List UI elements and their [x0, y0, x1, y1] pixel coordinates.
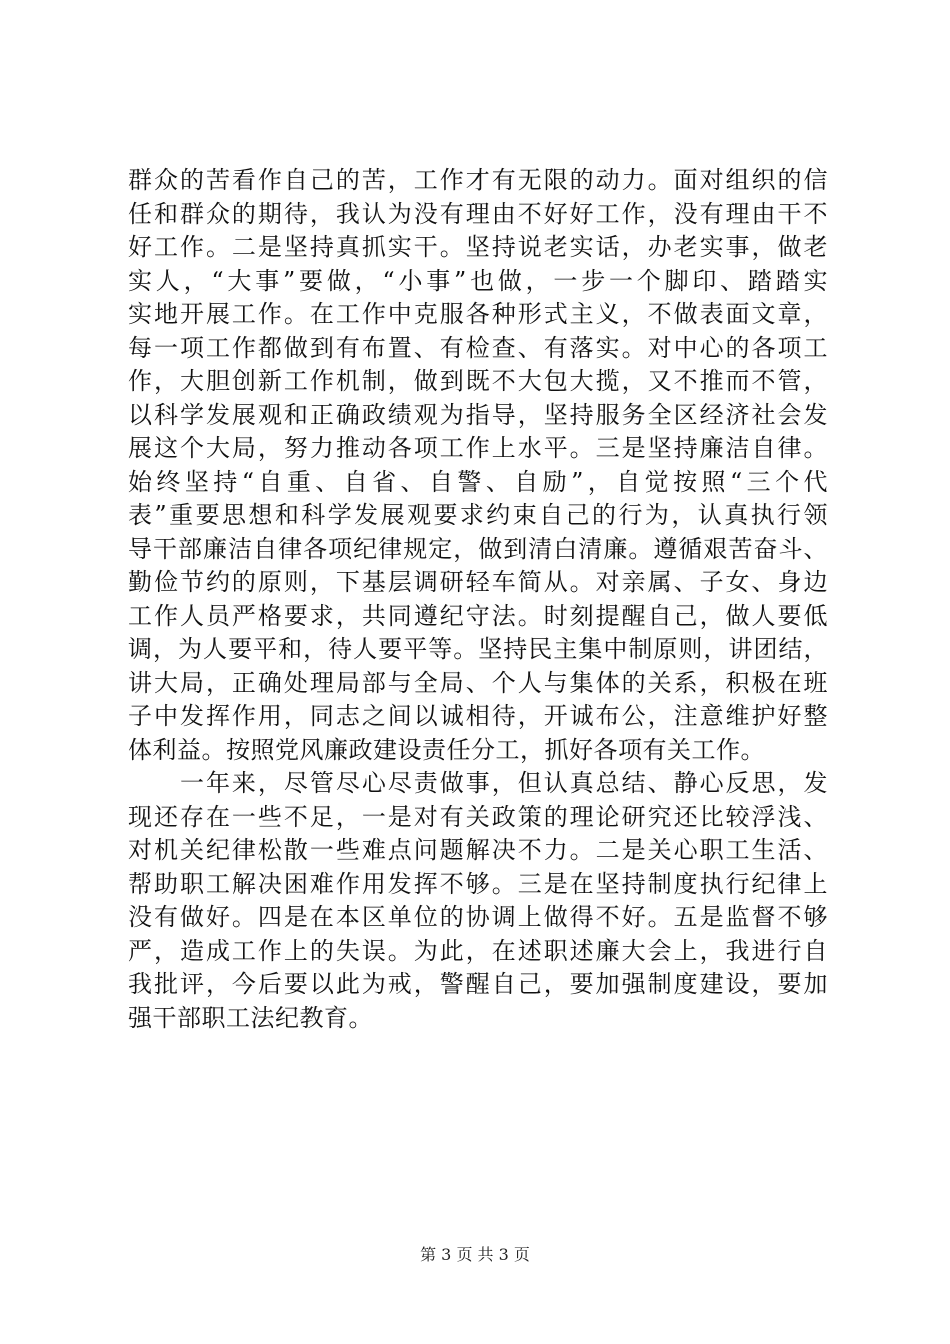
- text-line: 群众的苦看作自己的苦，工作才有无限的动力。面对组织的信: [128, 166, 828, 194]
- text-line: 讲大局，正确处理局部与全局、个人与集体的关系，积极在班: [128, 668, 828, 697]
- text-line: 展这个大局，努力推动各项工作上水平。三是坚持廉洁自律。: [128, 434, 828, 462]
- text-line: 体利益。按照党风廉政建设责任分工，抓好各项有关工作。: [128, 735, 765, 764]
- body-text: [128, 164, 828, 1035]
- text-line: 作，大胆创新工作机制，做到既不大包大揽，又不推而不管，: [128, 367, 828, 395]
- text-line: 对机关纪律松散一些难点问题解决不力。二是关心职工生活、: [128, 836, 828, 864]
- text-line: 每一项工作都做到有布置、有检查、有落实。对中心的各项工: [128, 333, 828, 362]
- text-line: 强干部职工法纪教育。: [128, 1003, 373, 1032]
- text-line: 以科学发展观和正确政绩观为指导，坚持服务全区经济社会发: [128, 400, 828, 429]
- text-line: 导干部廉洁自律各项纪律规定，做到清白清廉。遵循艰苦奋斗、: [128, 534, 828, 563]
- text-line: 没有做好。四是在本区单位的协调上做得不好。五是监督不够: [128, 903, 828, 931]
- text-line: 勤俭节约的原则，下基层调研轻车简从。对亲属、子女、身边: [128, 568, 828, 596]
- text-line: 一年来，尽管尽心尽责做事，但认真总结、静心反思，发: [128, 769, 828, 797]
- text-line: 严，造成工作上的失误。为此，在述职述廉大会上，我进行自: [128, 936, 828, 965]
- text-line: 始终坚持“自重、自省、自警、自励”，自觉按照“三个代: [128, 467, 828, 496]
- text-line: 调，为人要平和，待人要平等。坚持民主集中制原则，讲团结，: [128, 635, 828, 663]
- text-line: 子中发挥作用，同志之间以诚相待，开诚布公，注意维护好整: [128, 702, 828, 730]
- page-number-footer: 第 3 页 共 3 页: [420, 1245, 530, 1264]
- text-line: 表”重要思想和科学发展观要求约束自己的行为，认真执行领: [128, 501, 828, 529]
- text-line: 现还存在一些不足，一是对有关政策的理论研究还比较浮浅、: [128, 802, 828, 831]
- text-line: 帮助职工解决困难作用发挥不够。三是在坚持制度执行纪律上: [128, 869, 828, 898]
- text-line: 实地开展工作。在工作中克服各种形式主义，不做表面文章，: [128, 300, 828, 328]
- text-line: 工作人员严格要求，共同遵纪守法。时刻提醒自己，做人要低: [128, 601, 828, 630]
- text-line: 我批评，今后要以此为戒，警醒自己，要加强制度建设，要加: [128, 970, 828, 998]
- text-line: 好工作。二是坚持真抓实干。坚持说老实话，办老实事，做老: [128, 233, 828, 261]
- text-line: 实人，“大事”要做，“小事”也做，一步一个脚印、踏踏实: [128, 266, 828, 295]
- text-line: 任和群众的期待，我认为没有理由不好好工作，没有理由干不: [128, 199, 828, 228]
